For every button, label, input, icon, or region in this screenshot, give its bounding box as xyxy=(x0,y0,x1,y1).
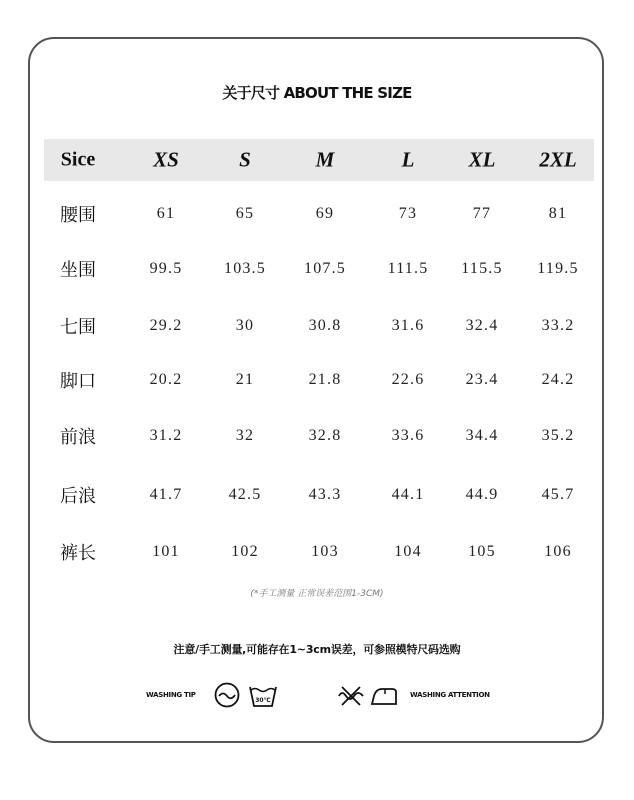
table-cell: 65 xyxy=(235,205,255,222)
table-cell: 30.8 xyxy=(308,317,342,334)
size-header: S xyxy=(239,147,251,172)
table-cell: 115.5 xyxy=(461,260,503,277)
table-cell: 21.8 xyxy=(308,371,342,388)
iron-icon xyxy=(370,686,398,706)
size-header: M xyxy=(315,147,335,172)
table-cell: 103.5 xyxy=(224,260,266,277)
no-bleach-icon xyxy=(336,684,366,708)
size-header: L xyxy=(401,147,415,172)
hand-wash-icon xyxy=(214,682,240,708)
table-cell: 33.6 xyxy=(391,427,425,444)
table-cell: 32 xyxy=(235,427,255,444)
table-cell: 77 xyxy=(472,205,492,222)
table-cell: 22.6 xyxy=(391,371,425,388)
wash-tub-30-icon xyxy=(248,682,278,708)
washing-attention-label: WASHING ATTENTION xyxy=(410,691,490,699)
table-cell: 119.5 xyxy=(537,260,579,277)
row-label: 脚口 xyxy=(60,371,96,392)
table-cell: 102 xyxy=(231,543,259,560)
table-cell: 31.6 xyxy=(391,317,425,334)
table-cell: 45.7 xyxy=(541,486,575,503)
table-cell: 69 xyxy=(315,205,335,222)
table-cell: 111.5 xyxy=(387,260,429,277)
table-cell: 73 xyxy=(398,205,418,222)
table-cell: 43.3 xyxy=(308,486,342,503)
table-cell: 81 xyxy=(548,205,568,222)
row-label: 后浪 xyxy=(60,486,96,507)
table-cell: 105 xyxy=(468,543,496,560)
table-cell: 107.5 xyxy=(304,260,346,277)
table-cell: 20.2 xyxy=(149,371,183,388)
table-cell: 42.5 xyxy=(228,486,262,503)
size-header: 2XL xyxy=(539,147,577,172)
measurement-footnote: (*手工测量 正常误差范围1-3CM) xyxy=(250,589,384,599)
table-cell: 33.2 xyxy=(541,317,575,334)
row-label: 腰围 xyxy=(60,205,96,226)
table-cell: 41.7 xyxy=(149,486,183,503)
table-cell: 32.4 xyxy=(465,317,499,334)
table-cell: 24.2 xyxy=(541,371,575,388)
row-label: 七围 xyxy=(60,317,96,338)
table-cell: 35.2 xyxy=(541,427,575,444)
row-label: 前浪 xyxy=(60,427,96,448)
table-cell: 101 xyxy=(152,543,180,560)
header-label: Sice xyxy=(60,148,96,171)
table-cell: 103 xyxy=(311,543,339,560)
table-cell: 23.4 xyxy=(465,371,499,388)
table-cell: 30 xyxy=(235,317,255,334)
table-cell: 32.8 xyxy=(308,427,342,444)
table-cell: 99.5 xyxy=(149,260,183,277)
table-cell: 29.2 xyxy=(149,317,183,334)
table-cell: 31.2 xyxy=(149,427,183,444)
washing-tip-label: WASHING TIP xyxy=(146,691,196,699)
row-label: 坐围 xyxy=(60,260,96,281)
table-cell: 44.9 xyxy=(465,486,499,503)
table-cell: 61 xyxy=(156,205,176,222)
size-header: XL xyxy=(468,147,496,172)
table-cell: 21 xyxy=(235,371,255,388)
row-label: 裤长 xyxy=(60,543,96,564)
table-cell: 106 xyxy=(544,543,572,560)
table-cell: 44.1 xyxy=(391,486,425,503)
page-title: 关于尺寸 ABOUT THE SIZE xyxy=(222,84,412,102)
measurement-note: 注意/手工测量,可能存在1~3cm误差，可参照模特尺码选购 xyxy=(173,643,461,656)
wash-temp-label: 30℃ xyxy=(255,697,271,704)
table-cell: 104 xyxy=(394,543,422,560)
size-header: XS xyxy=(153,147,179,172)
table-cell: 34.4 xyxy=(465,427,499,444)
